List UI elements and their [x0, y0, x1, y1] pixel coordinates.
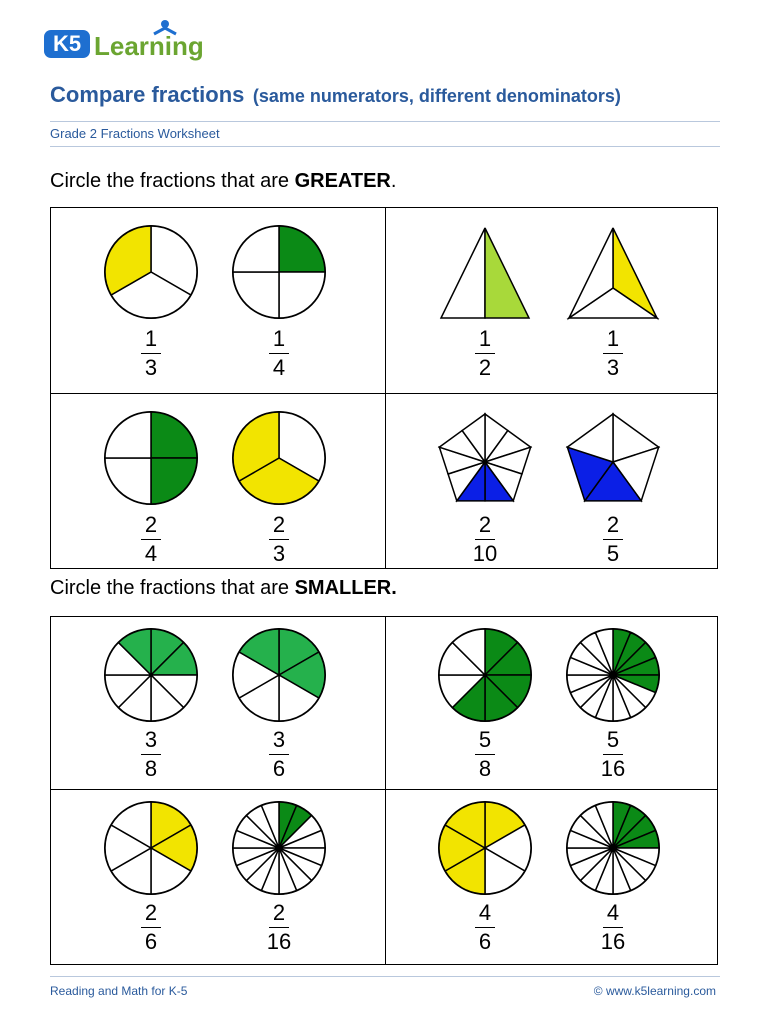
- denominator: 8: [144, 756, 158, 781]
- fraction-label: [425, 729, 545, 780]
- fraction-bar: [269, 754, 289, 755]
- instruction-text: Circle the fractions that are: [50, 170, 289, 192]
- circle-fraction-model: [563, 798, 663, 898]
- fraction-item[interactable]: [553, 625, 673, 797]
- numerator: 4: [478, 900, 492, 925]
- worksheet-subtitle: Grade 2 Fractions Worksheet: [50, 126, 220, 141]
- fraction-item[interactable]: [219, 798, 339, 970]
- denominator: 16: [600, 756, 626, 781]
- fraction-item[interactable]: [553, 408, 673, 588]
- fraction-bar: [475, 754, 495, 755]
- numerator: 1: [606, 326, 620, 351]
- shaded-slice: [279, 226, 325, 272]
- fraction-label: [219, 729, 339, 780]
- denominator: 3: [144, 355, 158, 380]
- fraction-bar: [269, 927, 289, 928]
- fraction-label: [91, 514, 211, 565]
- fraction-bar: [141, 539, 161, 540]
- fraction-bar: [141, 927, 161, 928]
- grid-divider-vertical: [385, 208, 386, 568]
- numerator: 1: [272, 326, 286, 351]
- numerator: 2: [272, 512, 286, 537]
- fraction-item[interactable]: [425, 625, 545, 797]
- fraction-item[interactable]: [425, 798, 545, 970]
- fraction-bar: [603, 353, 623, 354]
- fraction-item[interactable]: [425, 222, 545, 402]
- numerator: 2: [272, 900, 286, 925]
- denominator: 6: [478, 929, 492, 954]
- fraction-label: [425, 514, 545, 565]
- circle-fraction-model: [229, 408, 329, 508]
- unshaded-part: [441, 228, 485, 318]
- svg-text:Learning: Learning: [94, 31, 204, 61]
- svg-text:K5: K5: [52, 31, 82, 56]
- unshaded-slice: [279, 272, 325, 318]
- denominator: 10: [472, 541, 498, 566]
- circle-fraction-model: [101, 798, 201, 898]
- circle-fraction-model: [101, 625, 201, 725]
- title-suffix: (same numerators, different denominators): [252, 86, 621, 106]
- fraction-label: [219, 328, 339, 379]
- unshaded-slice: [233, 272, 279, 318]
- triangle-fraction-model: [435, 222, 535, 322]
- fraction-label: [91, 729, 211, 780]
- fraction-item[interactable]: [91, 798, 211, 970]
- shaded-slice: [151, 458, 197, 504]
- fraction-label: [91, 328, 211, 379]
- title-main: Compare fractions: [50, 82, 245, 107]
- worksheet-title: [50, 82, 621, 108]
- fraction-item[interactable]: [553, 798, 673, 970]
- fraction-bar: [141, 353, 161, 354]
- numerator: 1: [478, 326, 492, 351]
- triangle-fraction-model: [563, 222, 663, 322]
- denominator: 4: [144, 541, 158, 566]
- numerator: 5: [606, 727, 620, 752]
- numerator: 4: [606, 900, 620, 925]
- footer-rule: [50, 976, 720, 977]
- numerator: 2: [478, 512, 492, 537]
- footer-tagline: Reading and Math for K-5: [50, 984, 188, 998]
- fraction-item[interactable]: [425, 408, 545, 588]
- denominator: 16: [266, 929, 292, 954]
- fraction-bar: [475, 927, 495, 928]
- fraction-label: [425, 328, 545, 379]
- instruction-text: Circle the fractions that are: [50, 577, 289, 599]
- denominator: 16: [600, 929, 626, 954]
- k5-learning-logo: [42, 18, 212, 62]
- pentagon-fraction-model: [435, 408, 535, 508]
- denominator: 3: [272, 541, 286, 566]
- numerator: 3: [272, 727, 286, 752]
- fraction-item[interactable]: [219, 625, 339, 797]
- fraction-label: [553, 902, 673, 953]
- numerator: 2: [144, 512, 158, 537]
- fraction-label: [91, 902, 211, 953]
- subtitle-rule: [50, 146, 720, 147]
- shaded-part: [485, 228, 529, 318]
- fraction-bar: [141, 754, 161, 755]
- instruction-punct: .: [390, 170, 397, 192]
- circle-fraction-model: [435, 625, 535, 725]
- fraction-item[interactable]: [553, 222, 673, 402]
- unshaded-slice: [105, 458, 151, 504]
- numerator: 3: [144, 727, 158, 752]
- numerator: 5: [478, 727, 492, 752]
- numerator: 2: [144, 900, 158, 925]
- fraction-item[interactable]: [219, 222, 339, 402]
- denominator: 5: [606, 541, 620, 566]
- circle-fraction-model: [229, 222, 329, 322]
- unshaded-slice: [105, 412, 151, 458]
- fraction-item[interactable]: [91, 222, 211, 402]
- instruction-emphasis: SMALLER.: [294, 577, 397, 599]
- fraction-bar: [475, 539, 495, 540]
- fraction-item[interactable]: [91, 625, 211, 797]
- denominator: 8: [478, 756, 492, 781]
- circle-fraction-model: [563, 625, 663, 725]
- instruction-smaller: [50, 577, 397, 600]
- denominator: 4: [272, 355, 286, 380]
- fraction-label: [219, 514, 339, 565]
- fraction-item[interactable]: [91, 408, 211, 588]
- denominator: 6: [144, 929, 158, 954]
- fraction-bar: [603, 927, 623, 928]
- footer-website: © www.k5learning.com: [593, 984, 716, 998]
- denominator: 6: [272, 756, 286, 781]
- fraction-item[interactable]: [219, 408, 339, 588]
- fraction-label: [553, 729, 673, 780]
- instruction-greater: [50, 170, 396, 193]
- fraction-bar: [475, 353, 495, 354]
- denominator: 2: [478, 355, 492, 380]
- fraction-label: [219, 902, 339, 953]
- numerator: 1: [144, 326, 158, 351]
- fraction-bar: [603, 754, 623, 755]
- fraction-label: [553, 328, 673, 379]
- denominator: 3: [606, 355, 620, 380]
- fraction-bar: [269, 353, 289, 354]
- fraction-label: [425, 902, 545, 953]
- fraction-bar: [269, 539, 289, 540]
- header-rule: [50, 121, 720, 122]
- grid-divider-vertical: [385, 617, 386, 964]
- pentagon-fraction-model: [563, 408, 663, 508]
- fraction-bar: [603, 539, 623, 540]
- fraction-label: [553, 514, 673, 565]
- problem-grid-greater: [50, 207, 718, 569]
- circle-fraction-model: [435, 798, 535, 898]
- circle-fraction-model: [229, 798, 329, 898]
- unshaded-slice: [233, 226, 279, 272]
- circle-fraction-model: [101, 222, 201, 322]
- circle-fraction-model: [229, 625, 329, 725]
- numerator: 2: [606, 512, 620, 537]
- problem-grid-smaller: [50, 616, 718, 965]
- instruction-emphasis: GREATER: [294, 170, 391, 192]
- shaded-slice: [151, 412, 197, 458]
- circle-fraction-model: [101, 408, 201, 508]
